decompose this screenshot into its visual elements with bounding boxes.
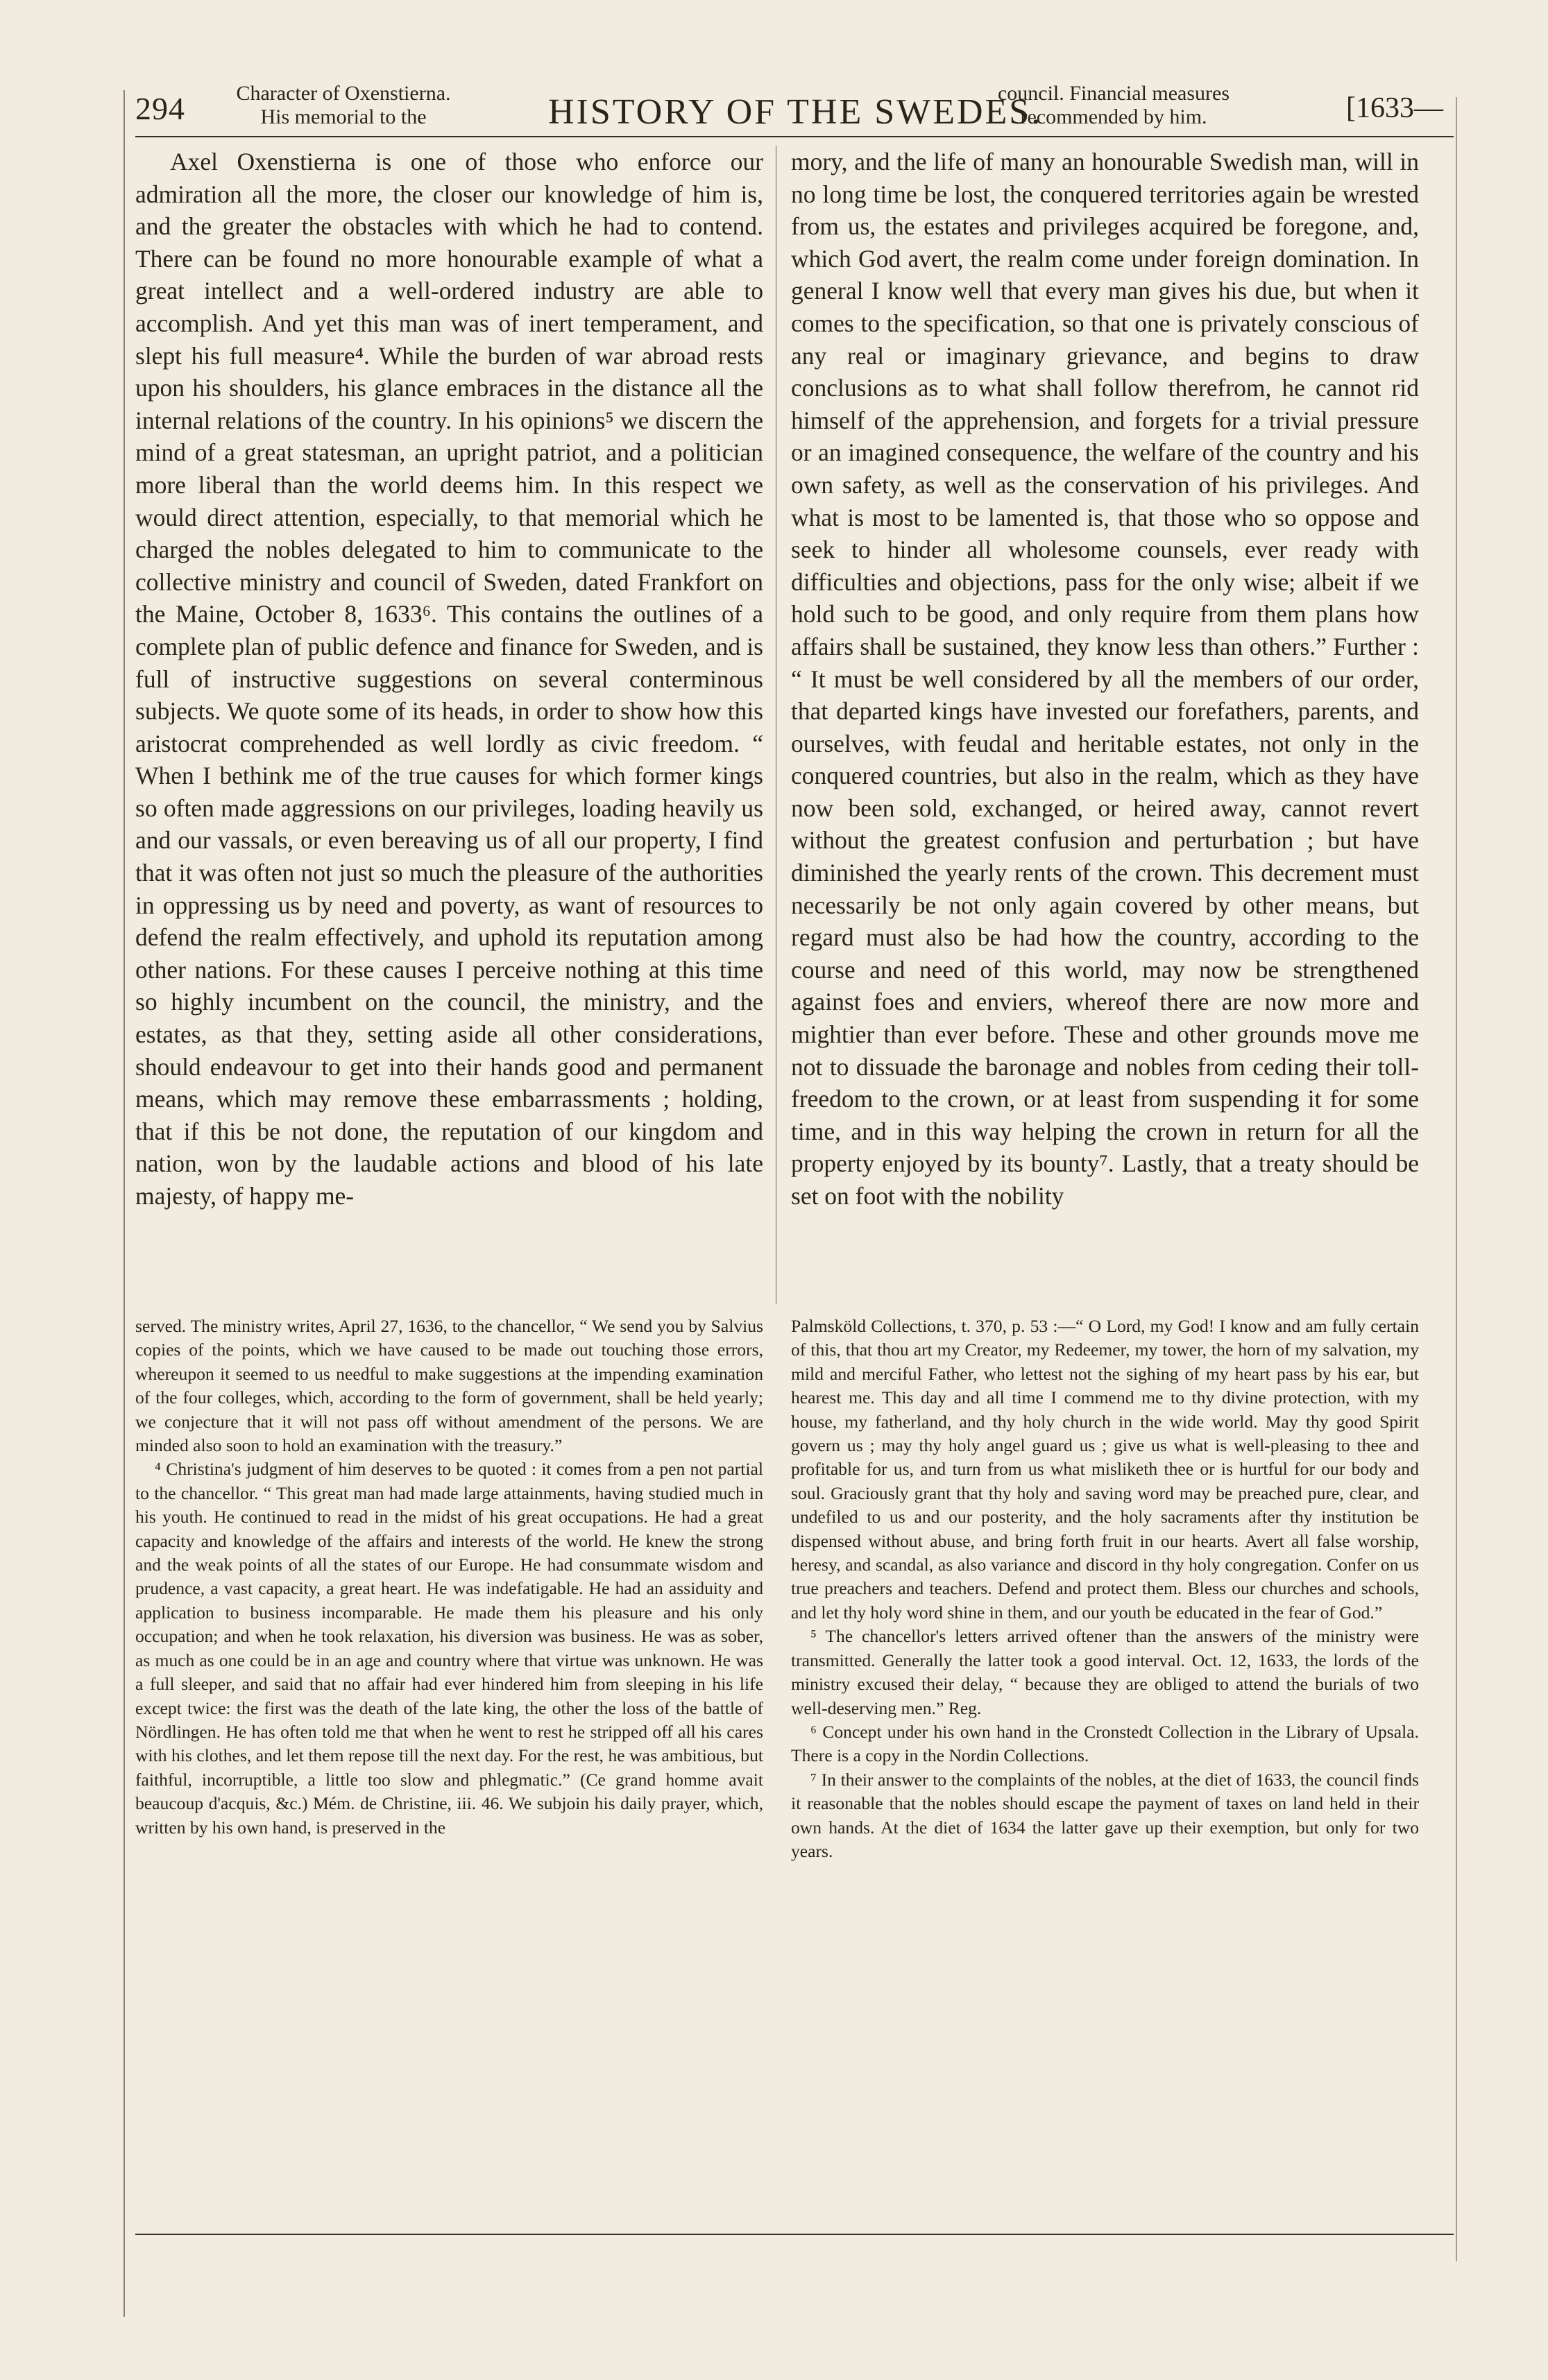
footnote-continuation: served. The ministry writes, April 27, 1636, to the chancellor, “ We send you by Salvius copies of the points, which we have caused to be made out touching those errors, whereupon it seemed to us needful to make suggestions at the impending examination of the four colleges, which, according to the form of government, shall be held yearly; we conjecture that it will not pass off without amendment of the persons. We are minded also soon to hold an examination with the treasury.” (135, 1316, 763, 1456)
year-marker: [1633— (1346, 92, 1443, 124)
body-paragraph: mory, and the life of many an honourable Swedish man, will in no long time be lost, the conquered territories again be wrested from us, the estates and privileges acquired be foregone, and, which God avert, the realm come under foreign domination. In general I know well that every man gives his due, but when it comes to the specification, so that one is privately conscious of any real or imaginary grievance, and begins to draw conclusions as to what shall follow therefrom, he cannot rid himself of the apprehension, and forgets for a trivial pressure or an imagined consequence, the welfare of the country and his own safety, as well as the conservation of his privileges. And what is most to be lamented is, that those who so oppose and seek to hinder all wholesome counsels, ever ready with difficulties and objections, pass for the only wise; albeit if we hold such to be good, and only require from them plans how affairs shall be sustained, they know less than others.” Further : “ It must be well considered by all the members of our order, that departed kings have invested our forefathers, parents, and ourselves, with feudal and heritable estates, not only in the conquered countries, but also in the realm, which as they have now been sold, exchanged, or heired away, cannot revert without the greatest confusion and perturbation ; but have diminished the yearly rents of the crown. This decrement must necessarily be not only again covered by other means, but regard must also be had how the country, according to the course and need of this world, may now be strengthened against foes and enviers, whereof there are now more and mightier than ever before. These and other grounds move me not to dissuade the baronage and nobles from ceding their toll-freedom to the crown, or at least from suspending it for some time, and in this way helping the crown in return for all the property enjoyed by its bounty⁷. Lastly, that a treaty should be set on foot with the nobility (791, 148, 1419, 1210)
footnotes-left (135, 1315, 763, 1840)
header-rule (135, 136, 1454, 137)
page-number: 294 (135, 91, 185, 126)
footnote-6: ⁶ Concept under his own hand in the Cronstedt Collection in the Library of Upsala. There is a copy in the Nordin Collections. (791, 1721, 1419, 1766)
page-edge-left (124, 90, 125, 2317)
right-margin-note (954, 82, 1273, 129)
page-header (135, 76, 1447, 132)
body-column-left (135, 146, 763, 1213)
left-margin-note-line: His memorial to the (260, 105, 427, 128)
footnote-4: ⁴ Christina's judgment of him deserves to be quoted : it comes from a pen not partial to the chancellor. “ This great man had made large attainments, having studied much in his youth. He continued to read in the midst of his great occupations. He had a great capacity and knowledge of the affairs and interests of the world. He knew the strong and the weak points of all the states of our Europe. He had consummate wisdom and prudence, a vast capacity, a great heart. He was indefatigable. He had an assiduity and application to business incomparable. He made them his pleasure and his only occupation; and when he took relaxation, his diversion was business. He was as sober, as much as one could be in an age and country where that virtue was unknown. He was a full sleeper, and said that no affair had ever hindered him from sleeping in his life except twice: the first was the death of the late king, the other the loss of the battle of Nördlingen. He has often told me that when he went to rest he stripped off all his cares with his clothes, and let them repose till the next day. For the rest, he was ambitious, but faithful, incorruptible, a little too slow and phlegmatic.” (Ce grand homme avait beaucoup d'acquis, &c.) Mém. de Christine, iii. 46. We subjoin his daily prayer, which, written by his own hand, is preserved in the (135, 1459, 763, 1838)
footnote-7: ⁷ In their answer to the complaints of the nobles, at the diet of 1633, the council finds it reasonable that the nobles should escape the payment of taxes on land held in their own hands. At the diet of 1634 the latter gave up their exemption, but only for two years. (791, 1769, 1419, 1861)
footer-rule (135, 2234, 1454, 2235)
running-title: HISTORY OF THE SWEDES. (548, 92, 1043, 132)
footnote-5: ⁵ The chancellor's letters arrived oftener than the answers of the ministry were transmitted. Generally the latter took a good interval. Oct. 12, 1633, the lords of the ministry excused their delay, “ because they are obliged to attend the burials of two well-deserving men.” Reg. (791, 1626, 1419, 1718)
right-margin-note-line: recommended by him. (1020, 105, 1207, 128)
body-paragraph: Axel Oxenstierna is one of those who enforce our admiration all the more, the closer our knowledge of him is, and the greater the obstacles with which he had to contend. There can be found no more honourable example of what a great intellect and a well-ordered industry are able to accomplish. And yet this man was of inert temperament, and slept his full measure⁴. While the burden of war abroad rests upon his shoulders, his glance embraces in the distance all the internal relations of the country. In his opinions⁵ we discern the mind of a great statesman, an upright patriot, and a politician more liberal than the world deems him. In this respect we would direct attention, especially, to that memorial which he charged the nobles delegated to him to communicate to the collective ministry and council of Sweden, dated Frankfort on the Maine, October 8, 1633⁶. This contains the outlines of a complete plan of public defence and finance for Sweden, and is full of instructive suggestions on several conterminous subjects. We quote some of its heads, in order to show how this aristocrat comprehended as well lordly as civic freedom. “ When I bethink me of the true causes for which former kings so often made aggressions on our privileges, loading heavily us and our vassals, or even bereaving us of all our property, I find that it was often not just so much the pleasure of the authorities in oppressing us by need and poverty, as want of resources to defend the realm effectively, and uphold its reputation among other nations. For these causes I perceive nothing at this time so highly incumbent on the council, the ministry, and the estates, as that they, setting aside all other considerations, should endeavour to get into their hands good and permanent means, which may remove these embarrassments ; holding, that if this be not done, the reputation of our kingdom and nation, won by the laudable actions and blood of his late majesty, of happy me- (135, 148, 763, 1210)
footnotes-right (791, 1315, 1419, 1863)
right-margin-note-line: council. Financial measures (997, 82, 1230, 105)
left-margin-note-line: Character of Oxenstierna. (236, 82, 451, 105)
footnote-continuation: Palmsköld Collections, t. 370, p. 53 :—“ O Lord, my God! I know and am fully certain of this, that thou art my Creator, my Redeemer, my tower, the horn of my salvation, my mild and merciful Father, who lettest not the sighing of my heart pass by his ear, but hearest me. This day and all time I commend me to thy divine protection, with my house, my fatherland, and thy holy church in the wide world. May thy good Spirit govern us ; may thy holy angel guard us ; give us what is well-pleasing to thee and profitable for us, and turn from us what misliketh thee or is hurtful for our body and soul. Graciously grant that thy holy and saving word may be preached pure, clear, and undefiled to us and our posterity, and the holy sacraments after thy institution be dispensed without abuse, and bring forth fruit in our hearts. Avert all false worship, heresy, and scandal, as also variance and discord in thy holy congregation. Confer on us true preachers and teachers. Defend and protect them. Bless our churches and schools, and let thy holy word shine in them, and our youth be educated in the fear of God.” (791, 1316, 1419, 1623)
left-margin-note (226, 82, 461, 129)
page-edge-right (1456, 97, 1457, 2261)
body-column-right (791, 146, 1419, 1213)
